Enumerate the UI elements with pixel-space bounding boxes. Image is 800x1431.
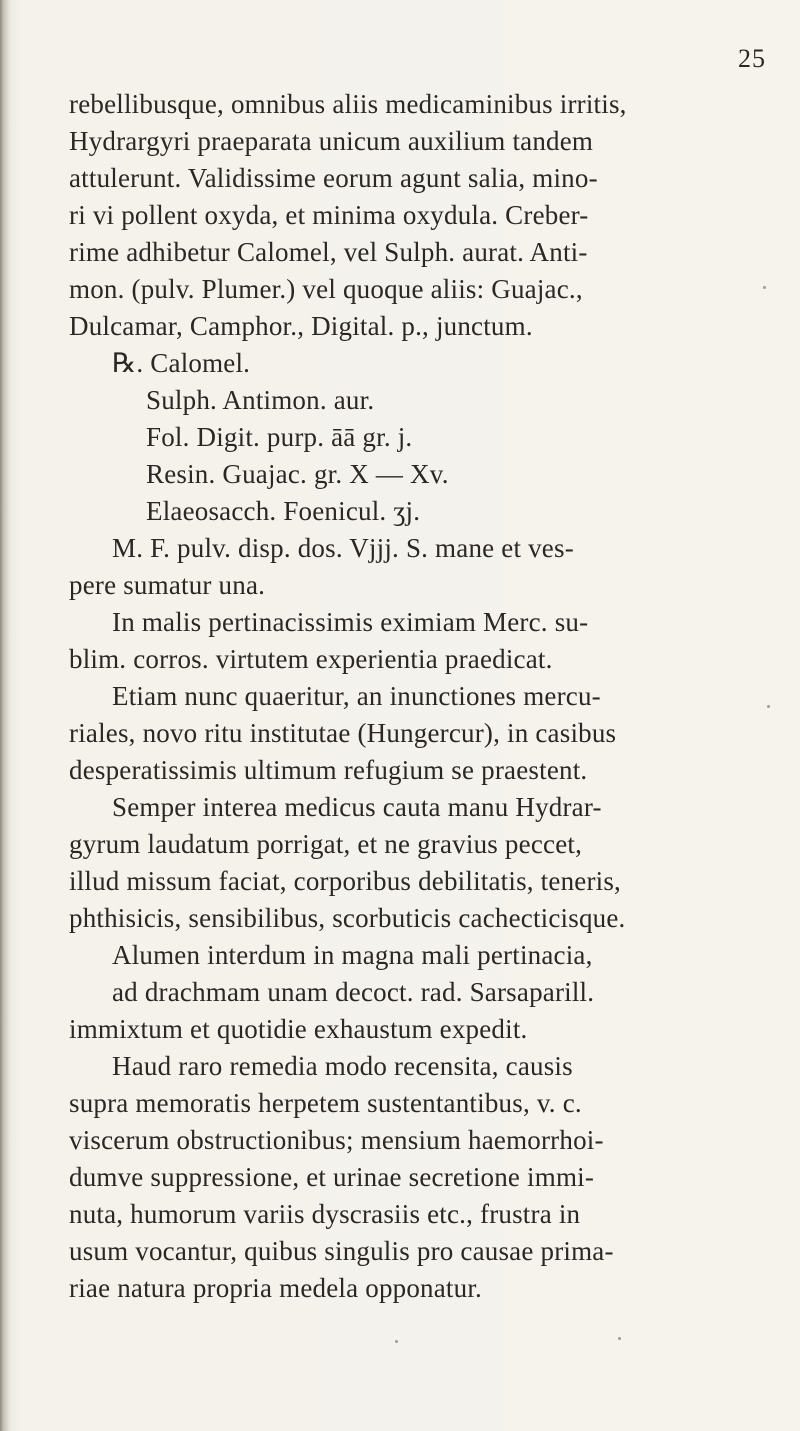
text-line: pere sumatur una. bbox=[69, 570, 266, 600]
prescription-line: Elaeosacch. Foenicul. ʒj. bbox=[146, 496, 421, 526]
text-line: riae natura propria medela opponatur. bbox=[69, 1273, 482, 1303]
text-line: illud missum faciat, corporibus debilitatis, teneris, bbox=[69, 866, 621, 896]
paragraph-start: In malis pertinacissimis eximiam Merc. su- bbox=[112, 607, 589, 637]
paper-speck bbox=[767, 705, 770, 708]
text-line: rime adhibetur Calomel, vel Sulph. aurat. Anti- bbox=[69, 237, 588, 267]
text-line: Hydrargyri praeparata unicum auxilium tandem bbox=[69, 126, 594, 156]
text-line: gyrum laudatum porrigat, et ne gravius peccet, bbox=[69, 829, 583, 859]
text-line: Dulcamar, Camphor., Digital. p., junctum. bbox=[69, 311, 533, 341]
text-line: phthisicis, sensibilibus, scorbuticis cachecticisque. bbox=[69, 903, 626, 933]
text-line: attulerunt. Validissime eorum agunt salia, mino- bbox=[69, 163, 598, 193]
text-line: ad drachmam unam decoct. rad. Sarsaparill. bbox=[112, 977, 595, 1007]
prescription-instruction: M. F. pulv. disp. dos. Vjjj. S. mane et ves- bbox=[112, 533, 574, 563]
prescription-line: Sulph. Antimon. aur. bbox=[146, 385, 375, 415]
text-line: viscerum obstructionibus; mensium haemorrhoi- bbox=[69, 1125, 604, 1155]
text-line: mon. (pulv. Plumer.) vel quoque aliis: Guajac., bbox=[69, 274, 583, 304]
paragraph-start: Haud raro remedia modo recensita, causis bbox=[112, 1051, 573, 1081]
paper-speck bbox=[395, 1340, 398, 1343]
text-line: desperatissimis ultimum refugium se praestent. bbox=[69, 755, 588, 785]
paper-speck bbox=[618, 1337, 621, 1340]
page-number: 25 bbox=[738, 44, 766, 73]
prescription-line: Resin. Guajac. gr. X — Xv. bbox=[146, 459, 449, 489]
text-line: ri vi pollent oxyda, et minima oxydula. Creber- bbox=[69, 200, 589, 230]
text-line: usum vocantur, quibus singulis pro causae prima- bbox=[69, 1236, 614, 1266]
text-line: dumve suppressione, et urinae secretione immi- bbox=[69, 1162, 595, 1192]
prescription-line: Fol. Digit. purp. āā gr. j. bbox=[146, 422, 413, 452]
text-line: blim. corros. virtutem experientia praedicat. bbox=[69, 644, 553, 674]
paragraph-start: Semper interea medicus cauta manu Hydrar- bbox=[112, 792, 602, 822]
prescription-heading: ℞. Calomel. bbox=[112, 348, 251, 378]
paper-speck bbox=[763, 286, 766, 289]
text-line: supra memoratis herpetem sustentantibus, v. c. bbox=[69, 1088, 582, 1118]
text-line: rebellibusque, omnibus aliis medicaminibus irritis, bbox=[69, 89, 627, 119]
paragraph-start: Alumen interdum in magna mali pertinacia, bbox=[112, 940, 593, 970]
paragraph-start: Etiam nunc quaeritur, an inunctiones mercu- bbox=[112, 681, 601, 711]
text-line: immixtum et quotidie exhaustum expedit. bbox=[69, 1014, 528, 1044]
text-line: riales, novo ritu institutae (Hungercur), in casibus bbox=[69, 718, 617, 748]
text-line: nuta, humorum variis dyscrasiis etc., frustra in bbox=[69, 1199, 581, 1229]
